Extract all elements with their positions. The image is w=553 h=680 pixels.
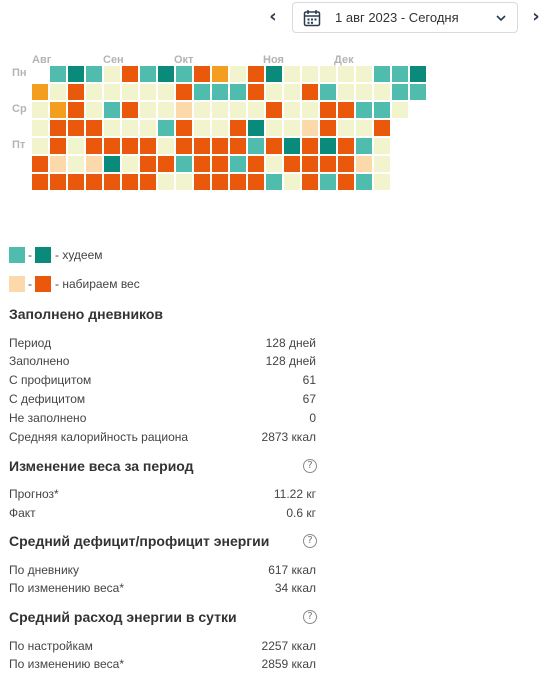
- heatmap-day-cell[interactable]: [86, 156, 102, 172]
- stat-row: [9, 373, 316, 387]
- stat-value: 0: [309, 411, 316, 425]
- heatmap-day-cell[interactable]: [302, 84, 318, 100]
- section-title-energy-balance: Средний дефицит/профицит энергии: [9, 533, 270, 549]
- heatmap-day-cell[interactable]: [176, 102, 192, 118]
- heatmap-day-cell[interactable]: [248, 66, 264, 82]
- heatmap-day-cell[interactable]: [230, 138, 246, 154]
- heatmap-day-cell[interactable]: [68, 138, 84, 154]
- heatmap-day-cell[interactable]: [104, 156, 120, 172]
- heatmap-day-cell[interactable]: [302, 102, 318, 118]
- date-range-picker[interactable]: [292, 2, 518, 33]
- heatmap-day-cell[interactable]: [374, 120, 390, 136]
- stat-row: [9, 354, 316, 368]
- heatmap-day-cell[interactable]: [266, 174, 282, 190]
- heatmap-day-cell[interactable]: [86, 102, 102, 118]
- heatmap-day-cell[interactable]: [302, 120, 318, 136]
- legend-loss-label: - худеем: [55, 248, 103, 262]
- help-icon[interactable]: ?: [303, 534, 317, 548]
- heatmap-day-cell[interactable]: [32, 174, 48, 190]
- heatmap-day-cell[interactable]: [356, 84, 372, 100]
- heatmap-day-cell[interactable]: [320, 66, 336, 82]
- heatmap-day-cell[interactable]: [140, 138, 156, 154]
- legend-swatch-loss-dark: [35, 247, 51, 263]
- day-label-fri: Пт: [12, 139, 26, 151]
- heatmap-day-cell[interactable]: [122, 102, 138, 118]
- heatmap-day-cell[interactable]: [140, 84, 156, 100]
- heatmap-day-cell[interactable]: [374, 174, 390, 190]
- heatmap-day-cell[interactable]: [32, 138, 48, 154]
- heatmap-day-cell[interactable]: [176, 120, 192, 136]
- heatmap-day-cell[interactable]: [320, 138, 336, 154]
- day-label-wed: Ср: [12, 103, 27, 115]
- heatmap-day-cell[interactable]: [194, 66, 210, 82]
- heatmap-day-cell[interactable]: [50, 174, 66, 190]
- stat-label: Факт: [9, 506, 36, 520]
- month-label-oct: Окт: [174, 54, 194, 66]
- heatmap-day-cell[interactable]: [248, 156, 264, 172]
- heatmap-day-cell[interactable]: [176, 66, 192, 82]
- stat-label: Прогноз*: [9, 487, 59, 501]
- heatmap-day-cell[interactable]: [140, 120, 156, 136]
- heatmap-day-cell[interactable]: [392, 102, 408, 118]
- heatmap-day-cell[interactable]: [158, 120, 174, 136]
- heatmap-day-cell[interactable]: [392, 66, 408, 82]
- heatmap-day-cell[interactable]: [104, 120, 120, 136]
- stat-row: [9, 336, 316, 350]
- heatmap-day-cell[interactable]: [158, 66, 174, 82]
- stat-row: [9, 430, 316, 444]
- stat-label: С профицитом: [9, 373, 92, 387]
- heatmap-day-cell[interactable]: [266, 102, 282, 118]
- heatmap-day-cell[interactable]: [50, 84, 66, 100]
- stat-label: Средняя калорийность рациона: [9, 430, 189, 444]
- heatmap-day-cell[interactable]: [248, 102, 264, 118]
- heatmap-day-cell[interactable]: [158, 102, 174, 118]
- heatmap-day-cell[interactable]: [230, 102, 246, 118]
- heatmap-day-cell[interactable]: [176, 84, 192, 100]
- stat-row: [9, 563, 316, 577]
- heatmap-day-cell[interactable]: [338, 156, 354, 172]
- heatmap-day-cell[interactable]: [32, 102, 48, 118]
- heatmap-day-cell[interactable]: [230, 156, 246, 172]
- heatmap-day-cell[interactable]: [356, 66, 372, 82]
- section-title-energy-expense: Средний расход энергии в сутки: [9, 609, 237, 625]
- heatmap-day-cell[interactable]: [140, 174, 156, 190]
- section-title-diaries: Заполнено дневников: [9, 306, 164, 322]
- heatmap-day-cell[interactable]: [50, 66, 66, 82]
- heatmap-day-cell[interactable]: [338, 174, 354, 190]
- month-label-dec: Дек: [334, 54, 354, 66]
- stat-value: 2257 ккал: [261, 639, 316, 653]
- heatmap-day-cell[interactable]: [338, 66, 354, 82]
- heatmap-day-cell[interactable]: [320, 84, 336, 100]
- heatmap-day-cell[interactable]: [302, 156, 318, 172]
- heatmap-day-cell[interactable]: [338, 84, 354, 100]
- heatmap-day-cell[interactable]: [284, 84, 300, 100]
- heatmap-day-cell[interactable]: [140, 156, 156, 172]
- heatmap-day-cell[interactable]: [374, 84, 390, 100]
- heatmap-day-cell[interactable]: [230, 84, 246, 100]
- heatmap-day-cell[interactable]: [140, 66, 156, 82]
- stat-row: [9, 411, 316, 425]
- heatmap-day-cell[interactable]: [212, 120, 228, 136]
- month-label-sep: Сен: [103, 54, 124, 66]
- section-title-weight-change: Изменение веса за период: [9, 458, 194, 474]
- legend-swatch-gain-dark: [35, 276, 51, 292]
- heatmap-day-cell[interactable]: [122, 66, 138, 82]
- heatmap-day-cell[interactable]: [194, 156, 210, 172]
- help-icon[interactable]: ?: [303, 610, 317, 624]
- heatmap-day-cell[interactable]: [392, 84, 408, 100]
- legend-gain: [9, 276, 140, 292]
- heatmap-day-cell[interactable]: [284, 138, 300, 154]
- heatmap-day-cell[interactable]: [104, 84, 120, 100]
- heatmap-day-cell[interactable]: [140, 102, 156, 118]
- stat-row: [9, 639, 316, 653]
- heatmap-day-cell[interactable]: [122, 120, 138, 136]
- heatmap-day-cell[interactable]: [104, 138, 120, 154]
- heatmap-day-cell[interactable]: [410, 66, 426, 82]
- legend-loss: [9, 247, 103, 263]
- heatmap-day-cell[interactable]: [302, 66, 318, 82]
- heatmap-day-cell[interactable]: [68, 174, 84, 190]
- legend-gain-label: - набираем вес: [55, 277, 140, 291]
- heatmap-day-cell[interactable]: [356, 156, 372, 172]
- stat-value: 2873 ккал: [261, 430, 316, 444]
- heatmap-day-cell[interactable]: [338, 138, 354, 154]
- heatmap-day-cell[interactable]: [176, 174, 192, 190]
- heatmap-day-cell[interactable]: [248, 120, 264, 136]
- stat-label: По настройкам: [9, 639, 93, 653]
- heatmap-day-cell[interactable]: [86, 174, 102, 190]
- heatmap-day-cell[interactable]: [194, 138, 210, 154]
- stat-row: [9, 581, 316, 595]
- heatmap-day-cell[interactable]: [248, 174, 264, 190]
- heatmap-day-cell[interactable]: [374, 138, 390, 154]
- heatmap-day-cell[interactable]: [266, 156, 282, 172]
- heatmap-day-cell[interactable]: [104, 174, 120, 190]
- heatmap-day-cell[interactable]: [68, 84, 84, 100]
- heatmap-day-cell[interactable]: [122, 138, 138, 154]
- heatmap-day-cell[interactable]: [32, 120, 48, 136]
- heatmap-day-cell[interactable]: [338, 102, 354, 118]
- stat-value: 128 дней: [265, 336, 316, 350]
- heatmap-day-cell[interactable]: [356, 120, 372, 136]
- heatmap-day-cell[interactable]: [158, 84, 174, 100]
- heatmap-day-cell[interactable]: [176, 156, 192, 172]
- heatmap-day-cell[interactable]: [320, 102, 336, 118]
- heatmap-day-cell[interactable]: [212, 174, 228, 190]
- heatmap-day-cell[interactable]: [248, 138, 264, 154]
- heatmap-day-cell[interactable]: [266, 138, 282, 154]
- heatmap-day-cell[interactable]: [212, 102, 228, 118]
- stat-label: По изменению веса*: [9, 581, 124, 595]
- stat-label: По дневнику: [9, 563, 80, 577]
- heatmap-day-cell[interactable]: [104, 102, 120, 118]
- heatmap-day-cell[interactable]: [194, 102, 210, 118]
- stat-value: 34 ккал: [274, 581, 316, 595]
- stat-label: Период: [9, 336, 52, 350]
- heatmap-day-cell[interactable]: [194, 120, 210, 136]
- heatmap-day-cell[interactable]: [212, 156, 228, 172]
- heatmap-day-cell[interactable]: [50, 156, 66, 172]
- heatmap-day-cell[interactable]: [212, 66, 228, 82]
- stat-row: [9, 392, 316, 406]
- heatmap-day-cell[interactable]: [320, 156, 336, 172]
- stat-value: 0.6 кг: [286, 506, 316, 520]
- legend-swatch-loss-light: [9, 247, 25, 263]
- stat-row: [9, 506, 316, 520]
- heatmap-day-cell[interactable]: [86, 66, 102, 82]
- heatmap-day-cell[interactable]: [374, 102, 390, 118]
- calendar-icon: [303, 9, 321, 27]
- heatmap-day-cell[interactable]: [338, 120, 354, 136]
- heatmap-day-cell[interactable]: [194, 84, 210, 100]
- stat-value: 11.22 кг: [273, 487, 316, 501]
- heatmap-day-cell[interactable]: [320, 174, 336, 190]
- stat-value: 61: [302, 373, 316, 387]
- heatmap-day-cell[interactable]: [50, 102, 66, 118]
- heatmap-day-cell[interactable]: [212, 138, 228, 154]
- heatmap-day-cell[interactable]: [356, 138, 372, 154]
- heatmap-day-cell[interactable]: [248, 84, 264, 100]
- heatmap-day-cell[interactable]: [410, 84, 426, 100]
- heatmap-day-cell[interactable]: [86, 138, 102, 154]
- heatmap-day-cell[interactable]: [50, 120, 66, 136]
- stat-label: По изменению веса*: [9, 657, 124, 671]
- heatmap-day-cell[interactable]: [284, 66, 300, 82]
- stat-label: С дефицитом: [9, 392, 86, 406]
- stat-value: 617 ккал: [268, 563, 316, 577]
- heatmap-day-cell[interactable]: [374, 66, 390, 82]
- heatmap-day-cell[interactable]: [302, 174, 318, 190]
- heatmap-day-cell[interactable]: [68, 120, 84, 136]
- heatmap-day-cell[interactable]: [284, 102, 300, 118]
- heatmap-day-cell[interactable]: [86, 120, 102, 136]
- heatmap-day-cell[interactable]: [32, 156, 48, 172]
- date-range-text: 1 авг 2023 - Сегодня: [335, 10, 459, 25]
- help-icon[interactable]: ?: [303, 459, 317, 473]
- heatmap-day-cell[interactable]: [122, 174, 138, 190]
- heatmap-day-cell[interactable]: [158, 174, 174, 190]
- day-label-mon: Пн: [12, 67, 27, 79]
- heatmap-day-cell[interactable]: [374, 156, 390, 172]
- heatmap-day-cell[interactable]: [158, 156, 174, 172]
- heatmap-day-cell[interactable]: [230, 120, 246, 136]
- stat-label: Не заполнено: [9, 411, 87, 425]
- heatmap-day-cell[interactable]: [212, 84, 228, 100]
- heatmap-day-cell[interactable]: [266, 84, 282, 100]
- heatmap-day-cell[interactable]: [122, 84, 138, 100]
- heatmap-day-cell[interactable]: [68, 66, 84, 82]
- heatmap-day-cell[interactable]: [194, 174, 210, 190]
- legend-swatch-gain-light: [9, 276, 25, 292]
- heatmap-day-cell[interactable]: [176, 138, 192, 154]
- previous-period-button[interactable]: ‹: [263, 6, 283, 28]
- next-period-button[interactable]: ›: [526, 6, 546, 28]
- heatmap-day-cell[interactable]: [50, 138, 66, 154]
- stat-row: [9, 487, 316, 501]
- heatmap-day-cell[interactable]: [122, 156, 138, 172]
- heatmap-day-cell[interactable]: [158, 138, 174, 154]
- heatmap-day-cell[interactable]: [68, 102, 84, 118]
- heatmap-day-cell[interactable]: [32, 84, 48, 100]
- month-label-aug: Авг: [32, 54, 52, 66]
- heatmap-day-cell[interactable]: [284, 120, 300, 136]
- heatmap-day-cell[interactable]: [356, 102, 372, 118]
- legend-dash: -: [28, 277, 32, 291]
- stat-value: 67: [302, 392, 316, 406]
- heatmap-day-cell[interactable]: [104, 66, 120, 82]
- heatmap-day-cell[interactable]: [356, 174, 372, 190]
- heatmap-day-cell[interactable]: [68, 156, 84, 172]
- heatmap-day-cell[interactable]: [284, 156, 300, 172]
- heatmap-day-cell[interactable]: [86, 84, 102, 100]
- heatmap-day-cell[interactable]: [230, 174, 246, 190]
- heatmap-day-cell[interactable]: [320, 120, 336, 136]
- heatmap-day-cell[interactable]: [302, 138, 318, 154]
- stat-value: 128 дней: [265, 354, 316, 368]
- heatmap-day-cell[interactable]: [230, 66, 246, 82]
- calorie-heatmap: [0, 50, 380, 195]
- legend-dash: -: [28, 248, 32, 262]
- stat-label: Заполнено: [9, 354, 70, 368]
- stat-value: 2859 ккал: [261, 657, 316, 671]
- stat-row: [9, 657, 316, 671]
- heatmap-day-cell[interactable]: [266, 120, 282, 136]
- heatmap-day-cell[interactable]: [284, 174, 300, 190]
- heatmap-day-cell[interactable]: [266, 66, 282, 82]
- chevron-down-icon: [495, 12, 507, 24]
- month-label-nov: Ноя: [263, 54, 284, 66]
